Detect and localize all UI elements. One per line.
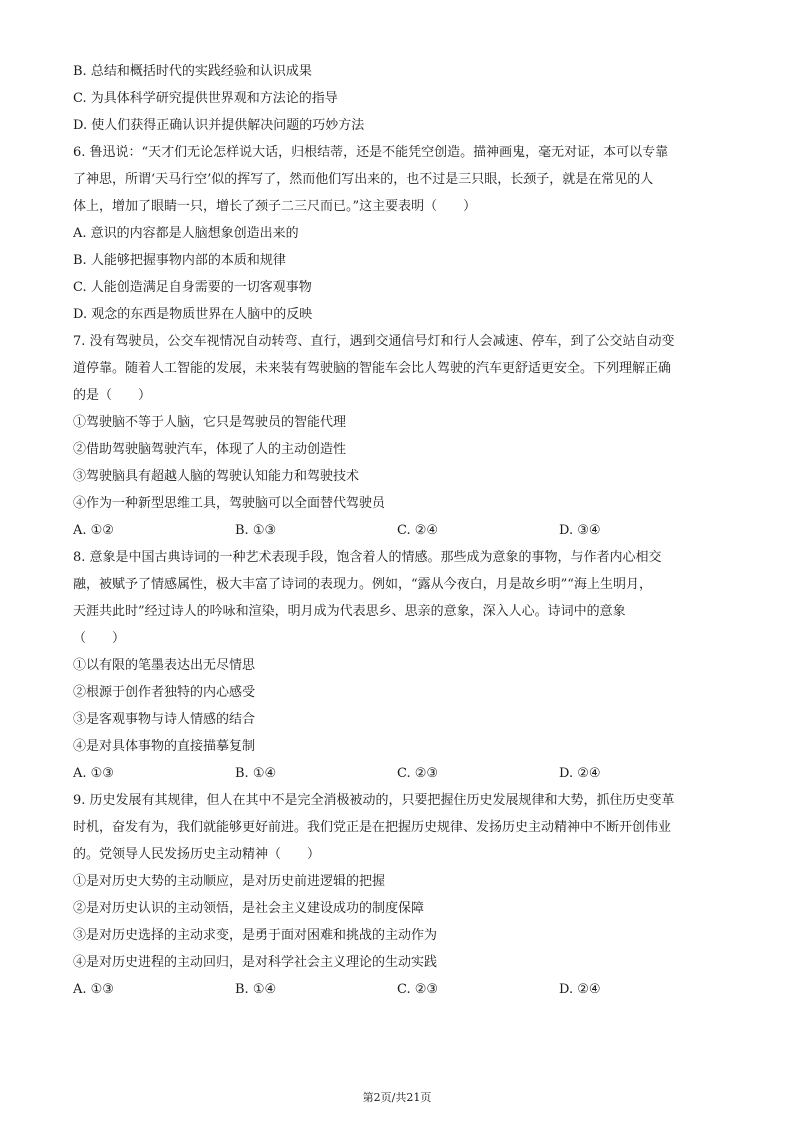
option-line: D. 观念的东西是物质世界在人脑中的反映 <box>73 307 313 322</box>
statement-item: ①以有限的笔墨表达出无尽情思 <box>73 658 256 673</box>
statement-item: ④是对具体事物的直接描摹复制 <box>73 739 256 754</box>
question-stem-line: 融，被赋予了情感属性，极大丰富了诗词的表现力。例如，“露从今夜白，月是故乡明”“海上生明月， <box>73 577 652 592</box>
statement-item: ③是客观事物与诗人情感的结合 <box>73 712 256 727</box>
answer-choices <box>73 976 721 1003</box>
choice-b: B. ①④ <box>235 982 277 997</box>
option-line: C. 人能创造满足自身需要的一切客观事物 <box>73 280 312 295</box>
page-number-footer: 第2页/共21页 <box>362 1091 432 1104</box>
choice-a: A. ①② <box>73 523 114 538</box>
question-stem-line: 的是（ ） <box>73 388 152 403</box>
statement-item: ③驾驶脑具有超越人脑的驾驶认知能力和驾驶技术 <box>73 469 360 484</box>
choice-a: A. ①③ <box>73 982 114 997</box>
question-stem-line: 6. 鲁迅说：“天才们无论怎样说大话，归根结蒂，还是不能凭空创造。描神画鬼，毫无对证，本可以专靠 <box>73 145 669 160</box>
option-line: D. 使人们获得正确认识并提供解决问题的巧妙方法 <box>73 118 365 133</box>
answer-choices <box>73 517 721 544</box>
choice-d: D. ②④ <box>559 766 601 781</box>
option-line: A. 意识的内容都是人脑想象创造出来的 <box>73 226 299 241</box>
question-stem-line: 的。党领导人民发扬历史主动精神（ ） <box>73 847 321 862</box>
statement-item: ①是对历史大势的主动顺应，是对历史前进逻辑的把握 <box>73 874 386 889</box>
statement-item: ①驾驶脑不等于人脑，它只是驾驶员的智能代理 <box>73 415 347 430</box>
question-stem-line: 8. 意象是中国古典诗词的一种艺术表现手段，饱含着人的情感。那些成为意象的事物，与作者内心相交 <box>73 550 662 565</box>
statement-item: ④作为一种新型思维工具，驾驶脑可以全面替代驾驶员 <box>73 496 386 511</box>
question-stem-line: （ ） <box>73 631 126 646</box>
statement-item: ②是对历史认识的主动领悟，是社会主义建设成功的制度保障 <box>73 901 425 916</box>
option-line: C. 为具体科学研究提供世界观和方法论的指导 <box>73 91 338 106</box>
question-7 <box>73 328 721 544</box>
statement-item: ②借助驾驶脑驾驶汽车，体现了人的主动创造性 <box>73 442 347 457</box>
choice-c: C. ②④ <box>397 523 439 538</box>
question-9 <box>73 787 721 1003</box>
option-line: B. 人能够把握事物内部的本质和规律 <box>73 253 286 268</box>
question-stem-line: 7. 没有驾驶员，公交车视情况自动转弯、直行，遇到交通信号灯和行人会减速、停车，到了公交站自动变 <box>73 334 675 349</box>
choice-d: D. ③④ <box>559 523 601 538</box>
question-5-tail-options <box>73 58 721 139</box>
question-8 <box>73 544 721 787</box>
answer-choices <box>73 760 721 787</box>
page-content <box>73 58 721 1003</box>
question-stem-line: 道停靠。随着人工智能的发展，未来装有驾驶脑的智能车会比人驾驶的汽车更舒适更安全。下列理解正确 <box>73 361 672 376</box>
choice-a: A. ①③ <box>73 766 114 781</box>
option-line: B. 总结和概括时代的实践经验和认识成果 <box>73 64 312 79</box>
statement-item: ③是对历史选择的主动求变，是勇于面对困难和挑战的主动作为 <box>73 928 438 943</box>
choice-c: C. ②③ <box>397 982 439 997</box>
statement-item: ②根源于创作者独特的内心感受 <box>73 685 256 700</box>
question-stem-line: 时机，奋发有为，我们就能够更好前进。我们党正是在把握历史规律、发扬历史主动精神中不断开创伟业 <box>73 820 672 835</box>
choice-b: B. ①④ <box>235 766 277 781</box>
choice-b: B. ①③ <box>235 523 277 538</box>
question-6 <box>73 139 721 328</box>
question-stem-line: 天涯共此时”经过诗人的吟咏和渲染，明月成为代表思乡、思亲的意象，深入人心。诗词中的意象 <box>73 604 626 619</box>
question-stem-line: 9. 历史发展有其规律，但人在其中不是完全消极被动的，只要把握住历史发展规律和大势，抓住历史变革 <box>73 793 675 808</box>
statement-item: ④是对历史进程的主动回归，是对科学社会主义理论的生动实践 <box>73 955 438 970</box>
question-stem-line: 了神思，所谓‘天马行空’似的挥写了，然而他们写出来的，也不过是三只眼，长颈子，就是在常见的人 <box>73 172 654 187</box>
question-stem-line: 体上，增加了眼睛一只，增长了颈子二三尺而已。”这主要表明（ ） <box>73 199 477 214</box>
choice-c: C. ②③ <box>397 766 439 781</box>
choice-d: D. ②④ <box>559 982 601 997</box>
